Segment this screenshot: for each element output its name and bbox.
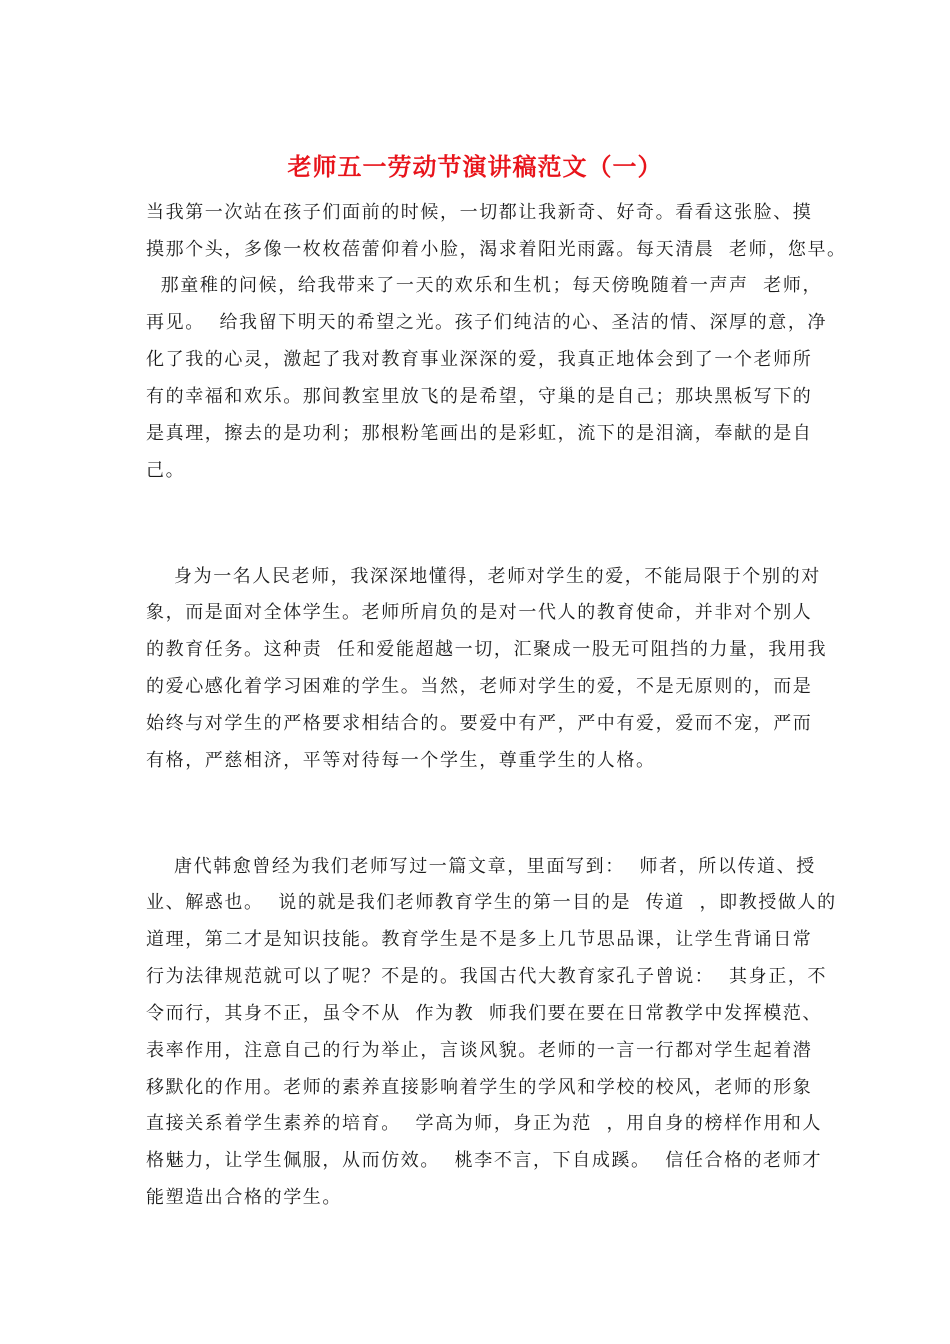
paragraph-line: 业、解惑也。 说的就是我们老师教育学生的第一目的是 传道 ，即教授做人的 [146,892,837,913]
paragraph-line: 己。 [146,460,186,481]
paragraph-line: 的教育任务。这种责 任和爱能超越一切，汇聚成一股无可阻挡的力量，我用我 [146,639,828,660]
paragraph-line: 移默化的作用。老师的素养直接影响着学生的学风和学校的校风，老师的形象 [146,1077,813,1098]
paragraph-line: 身为一名人民老师，我深深地懂得，老师对学生的爱，不能局限于个别的对 [174,566,821,587]
paragraph-line: 令而行，其身不正，虽令不从 作为教 师我们要在要在日常教学中发挥模范、 [146,1003,823,1024]
paragraph-line: 能塑造出合格的学生。 [146,1187,342,1208]
paragraph-line: 摸那个头，多像一枚枚蓓蕾仰着小脸，渴求着阳光雨露。每天清晨 老师，您早。 [146,239,847,260]
paragraph-line: 表率作用，注意自己的行为举止，言谈风貌。老师的一言一行都对学生起着潜 [146,1040,813,1061]
paragraph-line: 的爱心感化着学习困难的学生。当然，老师对学生的爱，不是无原则的，而是 [146,676,813,697]
paragraph-line: 始终与对学生的严格要求相结合的。要爱中有严，严中有爱，爱而不宠，严而 [146,713,813,734]
paragraph-line: 格魅力，让学生佩服，从而仿效。 桃李不言，下自成蹊。 信任合格的老师才 [146,1150,823,1171]
paragraph-line: 象，而是面对全体学生。老师所肩负的是对一代人的教育使命，并非对个别人 [146,602,813,623]
paragraph-line: 有格，严慈相济，平等对待每一个学生，尊重学生的人格。 [146,750,656,771]
paragraph-line: 再见。 给我留下明天的希望之光。孩子们纯洁的心、圣洁的情、深厚的意，净 [146,312,828,333]
paragraph-line: 当我第一次站在孩子们面前的时候，一切都让我新奇、好奇。看看这张脸、摸 [146,202,813,223]
page-title: 老师五一劳动节演讲稿范文（一） [287,152,663,181]
paragraph-line: 行为法律规范就可以了呢？不是的。我国古代大教育家孔子曾说： 其身正，不 [146,966,828,987]
paragraph-line: 化了我的心灵，激起了我对教育事业深深的爱，我真正地体会到了一个老师所 [146,349,813,370]
paragraph-line: 那童稚的问候，给我带来了一天的欢乐和生机；每天傍晚随着一声声 老师， [146,275,823,296]
paragraph-line: 有的幸福和欢乐。那间教室里放飞的是希望，守巢的是自己；那块黑板写下的 [146,386,813,407]
paragraph-line: 直接关系着学生素养的培育。 学高为师，身正为范 ，用自身的榜样作用和人 [146,1113,823,1134]
paragraph-line: 道理，第二才是知识技能。教育学生是不是多上几节思品课，让学生背诵日常 [146,929,813,950]
paragraph-line: 是真理，擦去的是功利；那根粉笔画出的是彩虹，流下的是泪滴，奉献的是自 [146,423,813,444]
paragraph-line: 唐代韩愈曾经为我们老师写过一篇文章，里面写到： 师者，所以传道、授 [174,856,816,877]
